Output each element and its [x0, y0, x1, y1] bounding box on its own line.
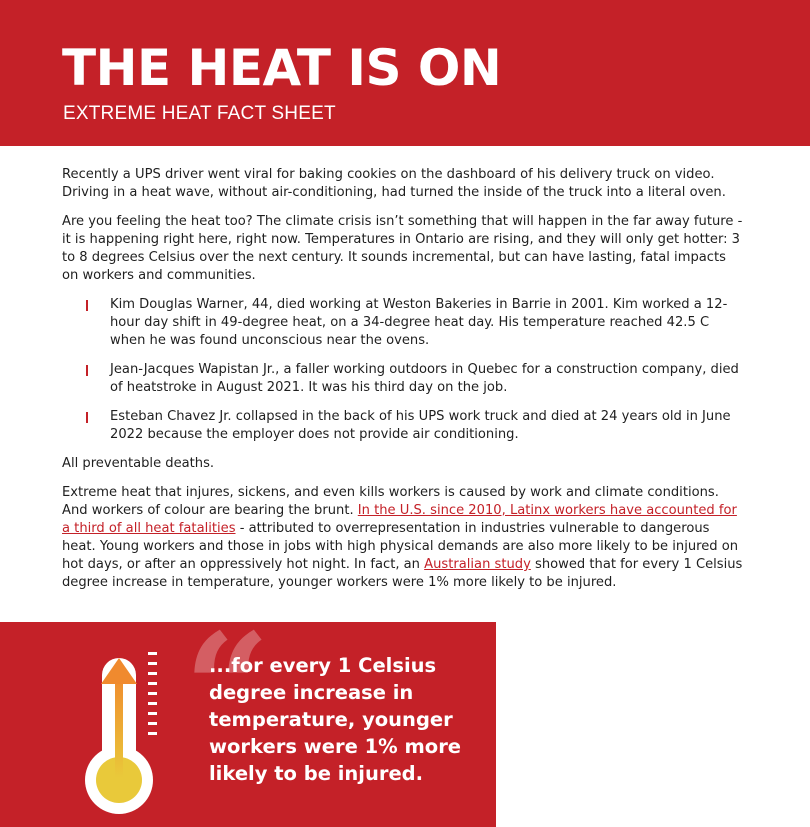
thermometer-icon — [82, 650, 162, 820]
main-content — [62, 166, 744, 603]
intro-paragraph-2: Are you feeling the heat too? The climate crisis isn’t something that will happen in the far away future - it is happening right here, right now. Temperatures in Ontario are rising, and they will only get hotter: 3 to 8 degrees Celsius over the next century. It sounds incremental, but can have lasting, fatal impacts on workers and communities. — [62, 214, 743, 283]
fatalities-list — [62, 296, 744, 444]
pullquote-text: ...for every 1 Celsius degree increase in temperature, younger workers were 1% more likely to be injured. — [209, 654, 462, 785]
list-item — [62, 408, 744, 444]
page-title: THE HEAT IS ON — [62, 39, 502, 97]
bullet-marker — [86, 300, 88, 311]
list-item-text: Kim Douglas Warner, 44, died working at Weston Bakeries in Barrie in 2001. Kim worked a 12-hour day shift in 49-degree heat, on a 34-degree heat day. His temperature reached 42.5 C when he was found unconscious near the ovens. — [110, 297, 728, 348]
latinx-heat-fatalities-link[interactable]: In the U.S. since 2010, Latinx workers have accounted for a third of all heat fatalities — [62, 503, 737, 536]
list-item-text: Esteban Chavez Jr. collapsed in the back of his UPS work truck and died at 24 years old in June 2022 because the employer does not provide air conditioning. — [110, 409, 731, 442]
list-item-text: Jean-Jacques Wapistan Jr., a faller working outdoors in Quebec for a construction company, died of heatstroke in August 2021. It was his third day on the job. — [110, 362, 739, 395]
body-text-2: - attributed to overrepresentation in industries vulnerable to dangerous heat. Young workers and those in jobs with high physical demands are also more likely to be injured on hot days, or after an oppressively hot night. In fact, an — [62, 521, 739, 572]
header-banner — [0, 0, 810, 146]
body-text-1: Extreme heat that injures, sickens, and even kills workers is caused by work and climate conditions. And workers of colour are bearing the brunt. — [62, 485, 719, 518]
body-text-3: showed that for every 1 Celsius degree increase in temperature, younger workers were 1% more likely to be injured. — [62, 557, 743, 590]
australian-study-link[interactable]: Australian study — [424, 557, 531, 572]
body-paragraph — [62, 484, 744, 592]
quotation-mark: “ — [184, 601, 271, 777]
bullet-marker — [86, 412, 88, 423]
intro-paragraph-1: Recently a UPS driver went viral for baking cookies on the dashboard of his delivery truck on video. Driving in a heat wave, without air-conditioning, had turned the inside of the truck into a literal oven. — [62, 167, 726, 200]
list-item — [62, 361, 744, 397]
page-subtitle: EXTREME HEAT FACT SHEET — [63, 103, 336, 124]
bullet-marker — [86, 365, 88, 376]
list-item — [62, 296, 744, 350]
summary-line: All preventable deaths. — [62, 456, 215, 471]
